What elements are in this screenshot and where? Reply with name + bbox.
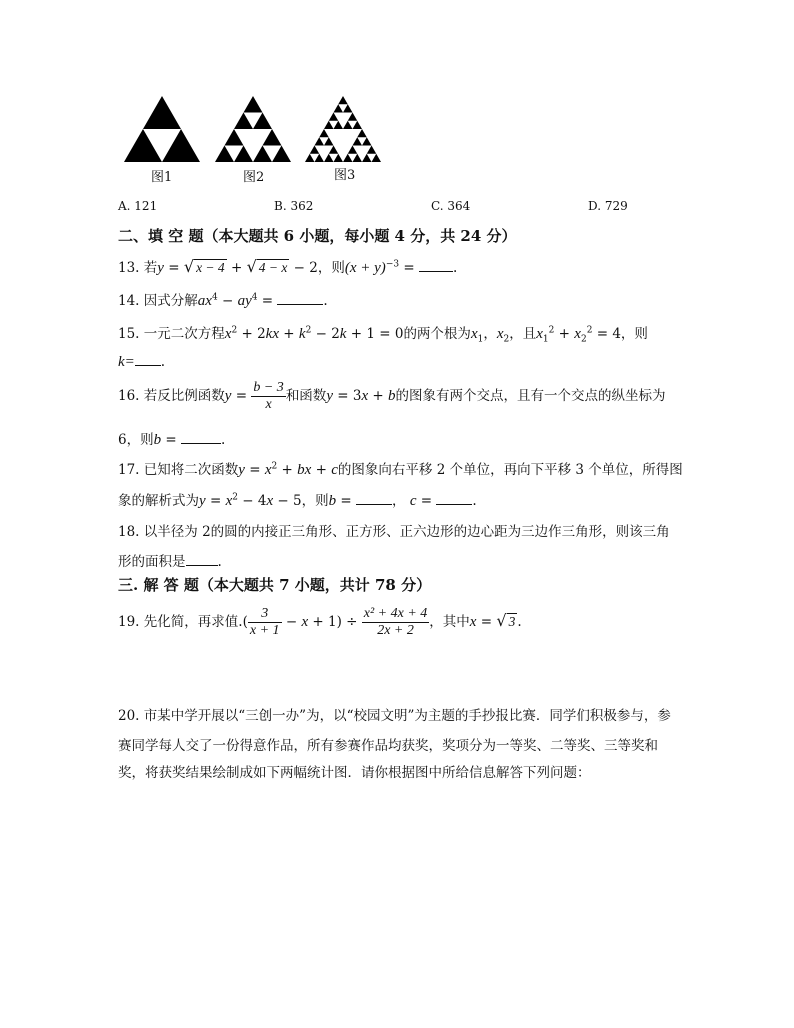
q16-number: 16. [118, 388, 140, 404]
section-3-title: 三. 解 答 题（本大题共 7 小题，共计 78 分） [118, 576, 432, 594]
q17-b-answer-blank[interactable] [356, 492, 392, 505]
q15-number: 15. [118, 326, 140, 342]
question-14: 14. 因式分解$ax^4 - ay^4$ = . [118, 292, 328, 309]
section-2-title: 二、填 空 题（本大题共 6 小题，每小题 4 分，共 24 分） [118, 227, 517, 245]
question-19: 19. 先化简，再求值.( $\frac{3}{x + 1}$ − x + 1) ÷ $\frac{\text{x² + 4x + 4}}{2x + 2}$ ，其中x = √ 3 . [118, 606, 522, 638]
figure-1-label: 图1 [151, 170, 173, 185]
q14-answer-blank[interactable] [277, 292, 323, 305]
question-16-line2: 6，则b = . [118, 432, 226, 448]
q15-answer-blank[interactable] [135, 353, 161, 366]
q17-number: 17. [118, 462, 140, 478]
q13-answer-blank[interactable] [419, 259, 453, 272]
question-20-line2: 赛同学每人交了一份得意作品，所有参赛作品均获奖，奖项分为一等奖、二等奖、三等奖和 [118, 738, 658, 754]
question-17: 17. 已知将二次函数$y = x^2$ + bx + c的图象向右平移 2 个单位，再向下平移 3 个单位，所得图 [118, 461, 683, 478]
q18-number: 18. [118, 524, 140, 540]
q13-number: 13. [118, 260, 140, 276]
question-20-line3: 奖，将获奖结果绘制成如下两幅统计图．请你根据图中所给信息解答下列问题： [118, 765, 591, 781]
figure-3-label: 图3 [334, 168, 356, 183]
option-a: A. 121 [118, 199, 158, 213]
figure-3 [305, 96, 381, 166]
q19-number: 19. [118, 614, 140, 630]
q17-c-answer-blank[interactable] [436, 492, 472, 505]
option-b: B. 362 [274, 199, 314, 213]
sierpinski-level2-image [215, 96, 291, 162]
question-17-line2: 象的解析式为$y = x^2 - 4x - 5$，则b = ， c = . [118, 492, 477, 509]
figure-2-label: 图2 [243, 170, 265, 185]
q14-pre: 因式分解 [143, 293, 198, 309]
question-20: 20. 市某中学开展以“三创一办”为，以“校园文明”为主题的手抄报比赛．同学们积极参与，参 [118, 708, 671, 724]
q16-answer-blank[interactable] [181, 431, 221, 444]
question-16: 16. 若反比例函数y = $\frac{b - 3}{x}$ 和函数y = 3x + b的图象有两个交点，且有一个交点的纵坐标为 [118, 380, 666, 412]
sierpinski-level3-image [305, 96, 381, 162]
q18-answer-blank[interactable] [186, 553, 218, 566]
q14-number: 14. [118, 293, 140, 309]
figure-2 [215, 96, 291, 166]
question-13: 13. 若y = √ x − 4 + √ 4 − x − 2，则$(x + y)^{-3}$ = . [118, 257, 458, 276]
figure-1 [124, 96, 200, 166]
question-18: 18. 以半径为 2的圆的内接正三角形、正方形、正六边形的边心距为三边作三角形，则该三角 [118, 524, 670, 540]
sierpinski-level1-image [124, 96, 200, 162]
question-15-line2: k= . [118, 354, 166, 370]
option-c: C. 364 [431, 199, 471, 213]
q15-pre: 一元二次方程 [143, 326, 225, 342]
question-18-line2: 形的面积是 . [118, 554, 222, 570]
q20-number: 20. [118, 708, 140, 724]
q13-pre: 若 [143, 260, 158, 276]
question-15: 15. 一元二次方程$x^2 + 2kx + k^2 - 2k + 1 = 0$的两个根为$x_1$，$x_2$，且$x_1^2 + x_2^2 = 4$，则 [118, 325, 648, 345]
option-d: D. 729 [588, 199, 628, 213]
q13-mid: ，则 [317, 260, 345, 276]
